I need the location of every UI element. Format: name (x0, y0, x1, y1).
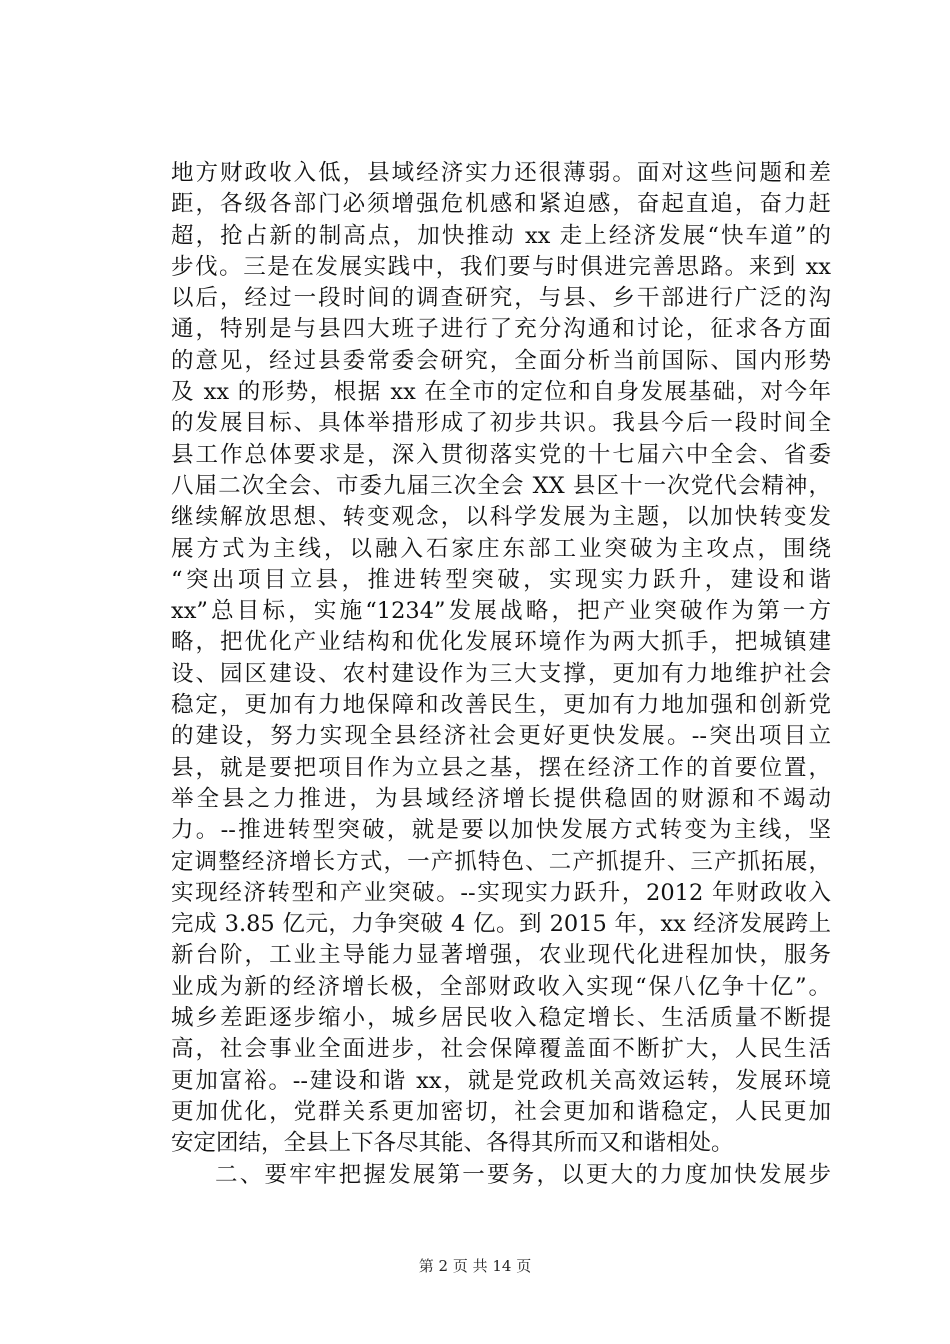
text-line: 通，特别是与县四大班子进行了充分沟通和讨论，征求各方面 (171, 316, 831, 343)
text-line: 实现经济转型和产业突破。--实现实力跃升，2012 年财政收入 (171, 879, 831, 906)
text-line: 城乡差距逐步缩小，城乡居民收入稳定增长、生活质量不断提 (171, 1005, 831, 1032)
text-line: xx”总目标，实施“1234”发展战略，把产业突破作为第一方 (171, 598, 831, 625)
page-number-footer: 第 2 页 共 14 页 (418, 1257, 532, 1275)
text-line: 稳定，更加有力地保障和改善民生，更加有力地加强和创新党 (171, 692, 831, 719)
text-line: 展方式为主线，以融入石家庄东部工业突破为主攻点，围绕 (171, 535, 831, 562)
text-line: 略，把优化产业结构和优化发展环境作为两大抓手，把城镇建 (171, 629, 831, 656)
text-line: 举全县之力推进，为县域经济增长提供稳固的财源和不竭动 (171, 785, 831, 812)
text-line: 完成 3.85 亿元，力争突破 4 亿。到 2015 年，xx 经济发展跨上 (171, 911, 831, 938)
text-line: 业成为新的经济增长极，全部财政收入实现“保八亿争十亿”。 (171, 973, 831, 1000)
text-line: 距，各级各部门必须增强危机感和紧迫感，奋起直追，奋力赶 (171, 191, 831, 218)
text-line: 高，社会事业全面进步，社会保障覆盖面不断扩大，人民生活 (171, 1036, 831, 1063)
text-line: 步伐。三是在发展实践中，我们要与时俱进完善思路。来到 xx (171, 253, 831, 280)
text-line: 定调整经济增长方式，一产抓特色、二产抓提升、三产抓拓展， (171, 848, 831, 875)
paragraph-end-line: 安定团结，全县上下各尽其能、各得其所而又和谐相处。 (171, 1130, 734, 1157)
text-line: 地方财政收入低，县域经济实力还很薄弱。面对这些问题和差 (171, 160, 831, 186)
text-line: 的建设，努力实现全县经济社会更好更快发展。--突出项目立 (171, 723, 831, 750)
section-heading-line: 二、要牢牢把握发展第一要务，以更大的力度加快发展步 (215, 1161, 831, 1188)
text-line: 以后，经过一段时间的调查研究，与县、乡干部进行广泛的沟 (171, 285, 831, 312)
text-line: 县工作总体要求是，深入贯彻落实党的十七届六中全会、省委 (171, 441, 831, 468)
text-line: 县，就是要把项目作为立县之基，摆在经济工作的首要位置， (171, 754, 831, 781)
text-line: “突出项目立县，推进转型突破，实现实力跃升，建设和谐 (171, 566, 831, 593)
text-line: 八届二次全会、市委九届三次全会 XX 县区十一次党代会精神， (171, 472, 831, 499)
text-line: 超，抢占新的制高点，加快推动 xx 走上经济发展“快车道”的 (171, 222, 831, 249)
body-text (171, 158, 831, 1191)
text-line: 更加优化，党群关系更加密切，社会更加和谐稳定，人民更加 (171, 1098, 831, 1125)
text-line: 更加富裕。--建设和谐 xx，就是党政机关高效运转，发展环境 (171, 1067, 831, 1094)
text-line: 继续解放思想、转变观念，以科学发展为主题，以加快转变发 (171, 504, 831, 531)
text-line: 力。--推进转型突破，就是要以加快发展方式转变为主线，坚 (171, 817, 831, 844)
text-line: 设、园区建设、农村建设作为三大支撑，更加有力地维护社会 (171, 660, 831, 687)
text-line: 新台阶，工业主导能力显著增强，农业现代化进程加快，服务 (171, 942, 831, 969)
text-line: 的发展目标、具体举措形成了初步共识。我县今后一段时间全 (171, 410, 831, 437)
text-line: 及 xx 的形势，根据 xx 在全市的定位和自身发展基础，对今年 (171, 379, 831, 406)
text-line: 的意见，经过县委常委会研究，全面分析当前国际、国内形势 (171, 347, 831, 374)
